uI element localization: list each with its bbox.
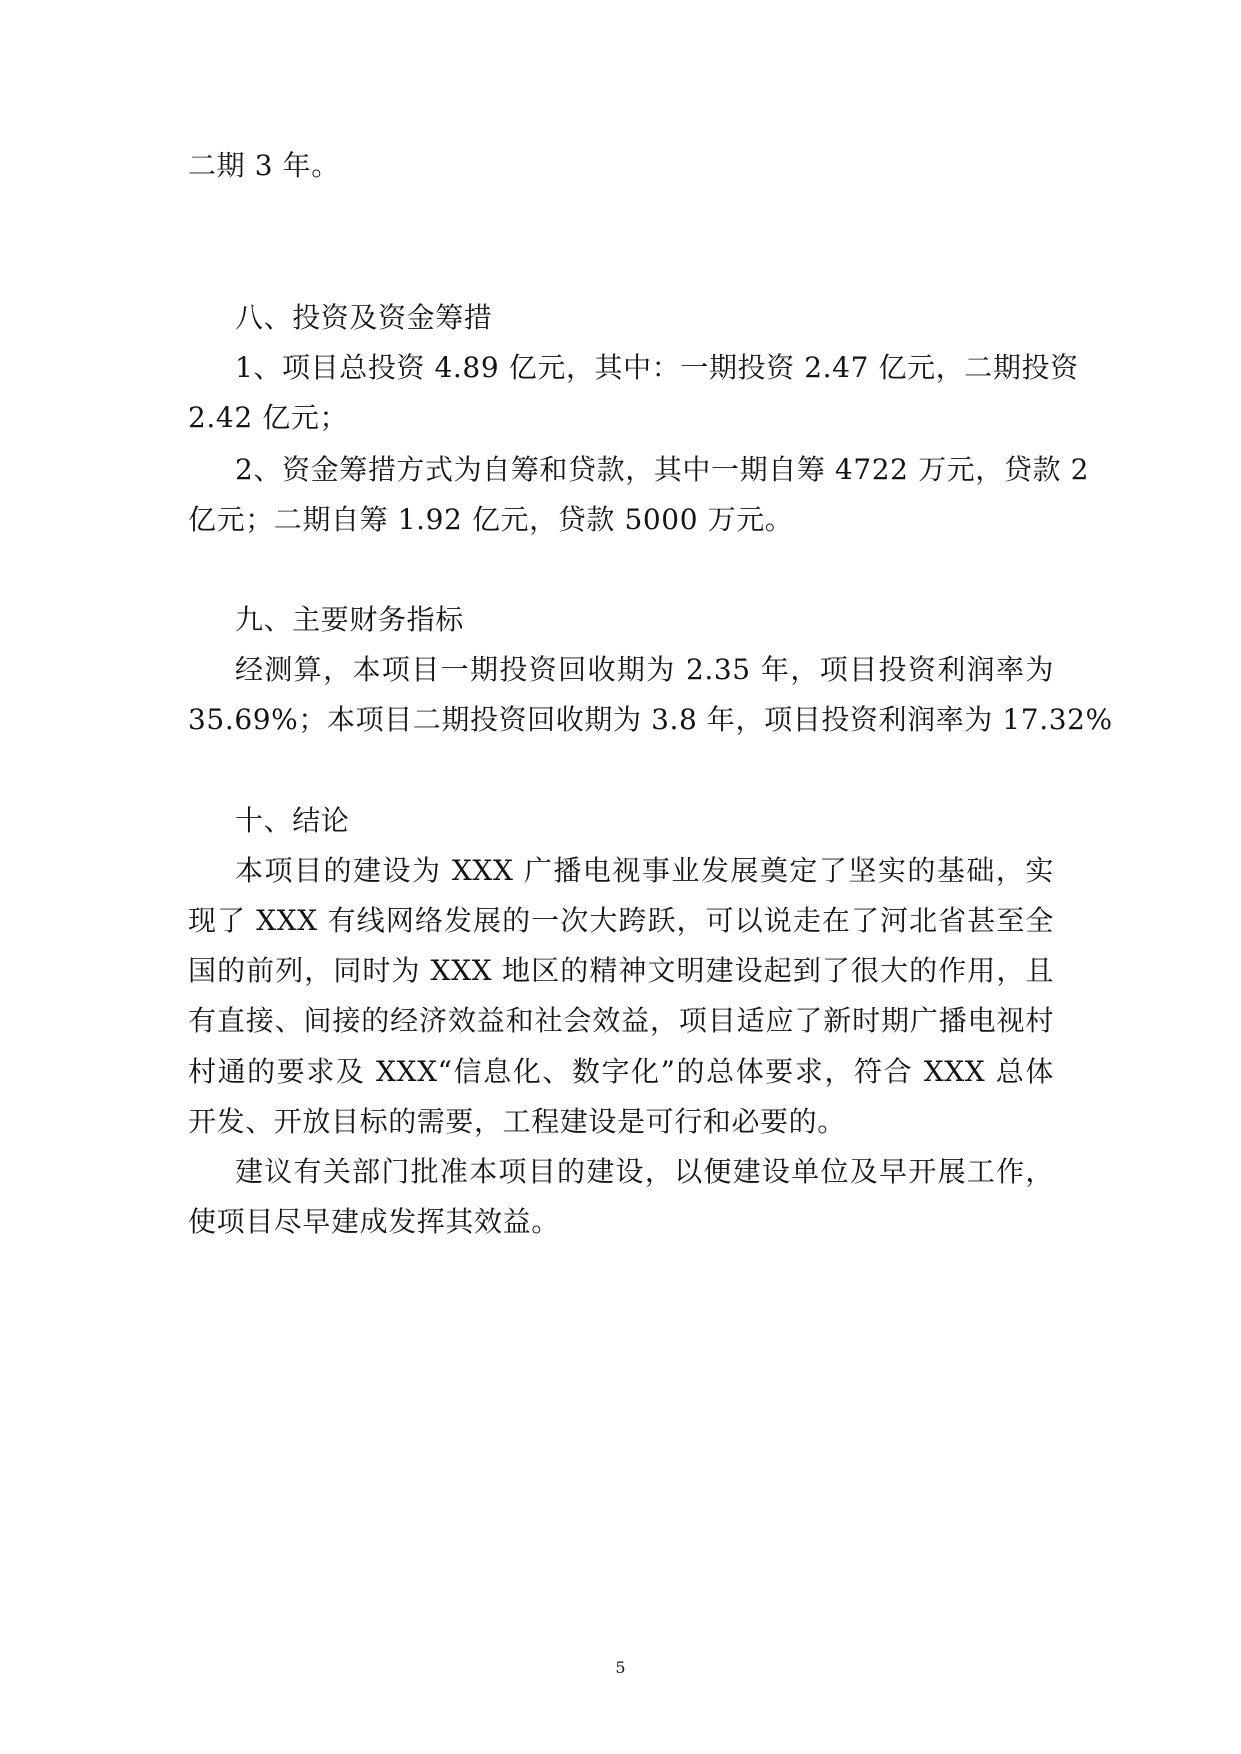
conclusion-para-2-line-2: 使项目尽早建成发挥其效益。: [188, 1205, 560, 1238]
section-9-line-2: 35.69%；本项目二期投资回收期为 3.8 年，项目投资利润率为 17.32%: [188, 703, 1113, 736]
page-number: 5: [615, 1658, 626, 1677]
section-9-line-1: 经测算，本项目一期投资回收期为 2.35 年，项目投资利润率为: [235, 653, 1054, 686]
conclusion-para-1-line-3: 国的前列，同时为 XXX 地区的精神文明建设起到了很大的作用，且: [188, 954, 1054, 987]
section-8-item-1-line-2: 2.42 亿元；: [188, 401, 349, 434]
section-10-heading: 十、结论: [235, 804, 350, 837]
continuation-text: 二期 3 年。: [188, 149, 340, 182]
conclusion-para-1-line-4: 有直接、间接的经济效益和社会效益，项目适应了新时期广播电视村: [188, 1004, 1054, 1037]
section-8-heading: 八、投资及资金筹措: [235, 301, 493, 334]
section-9-heading: 九、主要财务指标: [235, 603, 464, 636]
conclusion-para-1-line-6: 开发、开放目标的需要，工程建设是可行和必要的。: [188, 1105, 846, 1138]
conclusion-para-1-line-1: 本项目的建设为 XXX 广播电视事业发展奠定了坚实的基础，实: [235, 854, 1054, 887]
conclusion-para-1-line-5: 村通的要求及 XXX“信息化、数字化”的总体要求，符合 XXX 总体: [188, 1055, 1054, 1088]
conclusion-para-1-line-2: 现了 XXX 有线网络发展的一次大跨跃，可以说走在了河北省甚至全: [188, 904, 1054, 937]
section-8-item-2-line-2: 亿元；二期自筹 1.92 亿元，贷款 5000 万元。: [188, 503, 794, 536]
section-8-item-1-line-1: 1、项目总投资 4.89 亿元，其中：一期投资 2.47 亿元，二期投资: [235, 351, 1079, 384]
conclusion-para-2-line-1: 建议有关部门批准本项目的建设，以便建设单位及早开展工作，: [235, 1155, 1054, 1188]
section-8-item-2-line-1: 2、资金筹措方式为自筹和贷款，其中一期自筹 4722 万元，贷款 2: [235, 453, 1089, 486]
